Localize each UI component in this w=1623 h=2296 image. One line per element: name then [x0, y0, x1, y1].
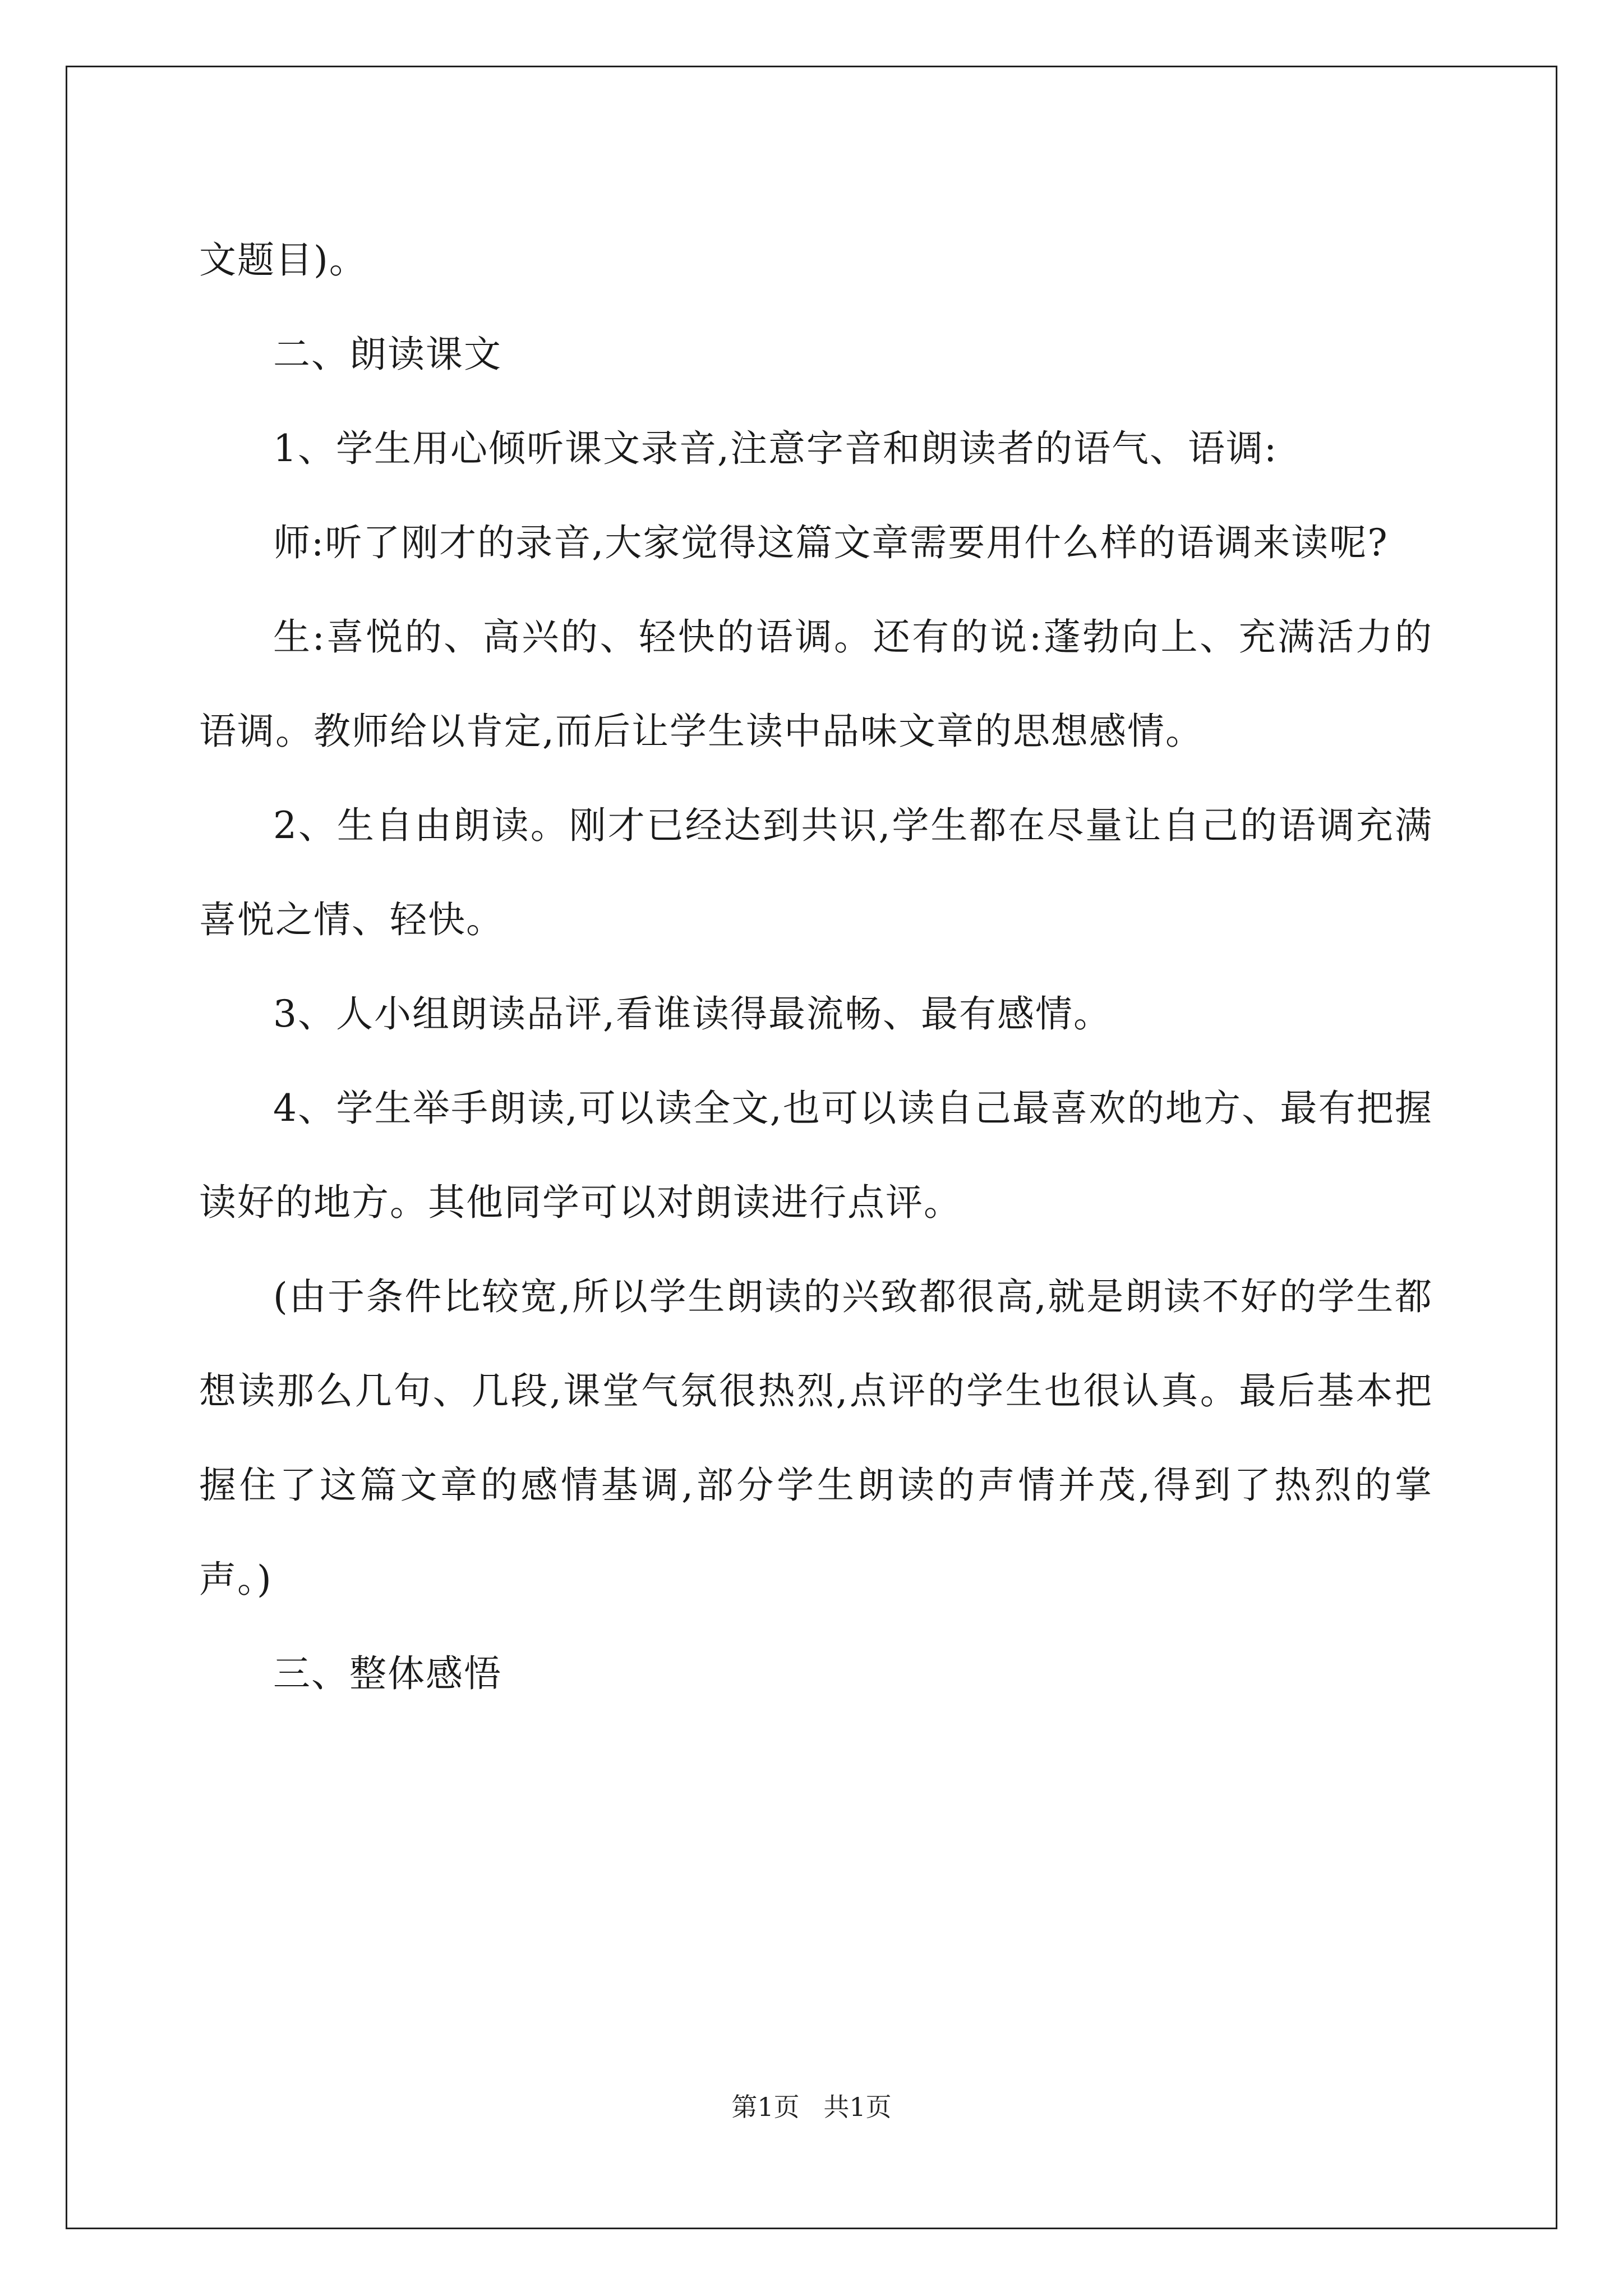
paragraph-3: 1、学生用心倾听课文录音,注意字音和朗读者的语气、语调: [273, 427, 1278, 470]
page-total: 共1页 [823, 2092, 892, 2122]
paragraph-8: 4、学生举手朗读,可以读全文,也可以读自己最喜欢的地方、最有把握读好的地方。其他同学可以对朗读进行点评。 [199, 1087, 1433, 1224]
paragraph-7: 3、人小组朗读品评,看谁读得最流畅、最有感情。 [273, 992, 1112, 1036]
paragraph-9: (由于条件比较宽,所以学生朗读的兴致都很高,就是朗读不好的学生都想读那么几句、几段,课堂气氛很热烈,点评的学生也很认真。最后基本把握住了这篇文章的感情基调,部分学生朗读的声情并茂,得到了热烈的掌声。) [199, 1275, 1433, 1601]
heading-reading-text: 二、朗读课文 [273, 333, 502, 376]
heading-overall-perception: 三、整体感悟 [273, 1652, 502, 1695]
document-body [199, 213, 1433, 1721]
paragraph-1: 文题目)。 [199, 238, 367, 282]
page-number: 第1页 [731, 2092, 800, 2122]
paragraph-5: 生:喜悦的、高兴的、轻快的语调。还有的说:蓬勃向上、充满活力的语调。教师给以肯定,而后让学生读中品味文章的思想感情。 [199, 615, 1433, 753]
paragraph-6: 2、生自由朗读。刚才已经达到共识,学生都在尽量让自己的语调充满喜悦之情、轻快。 [199, 804, 1433, 941]
page-footer [0, 2087, 1623, 2124]
paragraph-4: 师:听了刚才的录音,大家觉得这篇文章需要用什么样的语调来读呢? [273, 521, 1389, 564]
